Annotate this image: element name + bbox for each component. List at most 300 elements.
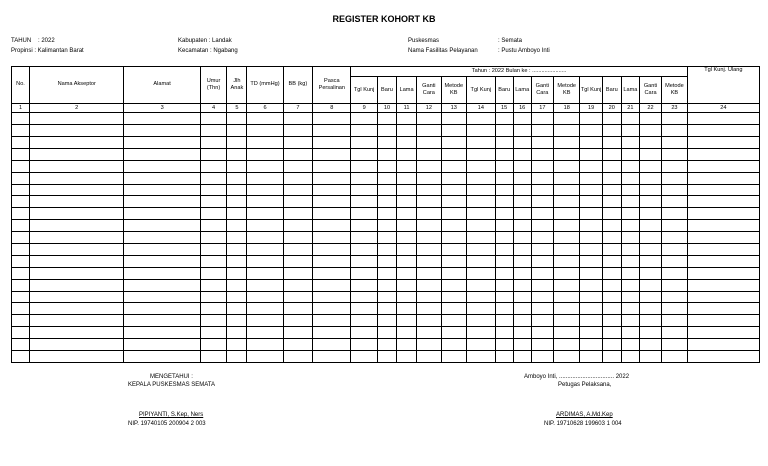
table-cell[interactable] xyxy=(247,184,283,196)
table-cell[interactable] xyxy=(621,339,639,351)
table-cell[interactable] xyxy=(397,125,417,137)
table-cell[interactable] xyxy=(283,267,313,279)
table-cell[interactable] xyxy=(227,339,247,351)
table-cell[interactable] xyxy=(639,267,661,279)
table-cell[interactable] xyxy=(580,148,602,160)
table-cell[interactable] xyxy=(495,148,513,160)
table-cell[interactable] xyxy=(531,172,553,184)
table-cell[interactable] xyxy=(662,148,688,160)
table-cell[interactable] xyxy=(467,184,496,196)
table-cell[interactable] xyxy=(531,136,553,148)
table-cell[interactable] xyxy=(687,136,759,148)
table-cell[interactable] xyxy=(687,196,759,208)
table-cell[interactable] xyxy=(531,208,553,220)
table-cell[interactable] xyxy=(377,255,396,267)
table-cell[interactable] xyxy=(227,125,247,137)
table-cell[interactable] xyxy=(621,125,639,137)
table-cell[interactable] xyxy=(377,350,396,362)
table-cell[interactable] xyxy=(283,172,313,184)
table-cell[interactable] xyxy=(351,327,378,339)
table-cell[interactable] xyxy=(513,279,531,291)
table-cell[interactable] xyxy=(12,327,30,339)
table-cell[interactable] xyxy=(351,184,378,196)
table-cell[interactable] xyxy=(441,196,466,208)
table-cell[interactable] xyxy=(531,267,553,279)
table-cell[interactable] xyxy=(30,184,124,196)
table-cell[interactable] xyxy=(662,172,688,184)
table-cell[interactable] xyxy=(602,208,621,220)
table-cell[interactable] xyxy=(283,184,313,196)
table-cell[interactable] xyxy=(495,327,513,339)
table-cell[interactable] xyxy=(639,339,661,351)
table-cell[interactable] xyxy=(441,255,466,267)
table-cell[interactable] xyxy=(513,339,531,351)
table-cell[interactable] xyxy=(124,125,200,137)
table-cell[interactable] xyxy=(467,255,496,267)
table-cell[interactable] xyxy=(495,232,513,244)
table-cell[interactable] xyxy=(513,113,531,125)
table-cell[interactable] xyxy=(602,303,621,315)
table-cell[interactable] xyxy=(513,136,531,148)
table-cell[interactable] xyxy=(621,255,639,267)
table-cell[interactable] xyxy=(12,267,30,279)
table-cell[interactable] xyxy=(417,350,441,362)
table-cell[interactable] xyxy=(227,184,247,196)
table-cell[interactable] xyxy=(531,113,553,125)
table-cell[interactable] xyxy=(621,291,639,303)
table-cell[interactable] xyxy=(553,232,580,244)
table-cell[interactable] xyxy=(200,208,227,220)
table-cell[interactable] xyxy=(602,350,621,362)
table-cell[interactable] xyxy=(553,148,580,160)
table-cell[interactable] xyxy=(124,208,200,220)
table-cell[interactable] xyxy=(30,113,124,125)
table-cell[interactable] xyxy=(602,172,621,184)
table-cell[interactable] xyxy=(313,255,351,267)
table-cell[interactable] xyxy=(313,232,351,244)
table-cell[interactable] xyxy=(283,255,313,267)
table-cell[interactable] xyxy=(351,148,378,160)
table-cell[interactable] xyxy=(531,350,553,362)
table-cell[interactable] xyxy=(531,291,553,303)
table-cell[interactable] xyxy=(441,350,466,362)
table-cell[interactable] xyxy=(124,279,200,291)
table-cell[interactable] xyxy=(495,172,513,184)
table-cell[interactable] xyxy=(377,208,396,220)
table-cell[interactable] xyxy=(662,196,688,208)
table-cell[interactable] xyxy=(377,160,396,172)
table-cell[interactable] xyxy=(227,255,247,267)
table-cell[interactable] xyxy=(639,291,661,303)
table-cell[interactable] xyxy=(513,232,531,244)
table-cell[interactable] xyxy=(639,315,661,327)
table-cell[interactable] xyxy=(30,327,124,339)
table-cell[interactable] xyxy=(687,208,759,220)
table-cell[interactable] xyxy=(495,196,513,208)
table-cell[interactable] xyxy=(553,327,580,339)
table-cell[interactable] xyxy=(553,243,580,255)
table-cell[interactable] xyxy=(124,350,200,362)
table-cell[interactable] xyxy=(124,184,200,196)
table-cell[interactable] xyxy=(467,279,496,291)
table-cell[interactable] xyxy=(621,136,639,148)
table-cell[interactable] xyxy=(12,232,30,244)
table-cell[interactable] xyxy=(124,291,200,303)
table-cell[interactable] xyxy=(441,303,466,315)
table-cell[interactable] xyxy=(553,184,580,196)
table-cell[interactable] xyxy=(580,267,602,279)
table-cell[interactable] xyxy=(662,339,688,351)
table-cell[interactable] xyxy=(313,172,351,184)
table-cell[interactable] xyxy=(553,172,580,184)
table-cell[interactable] xyxy=(377,243,396,255)
table-cell[interactable] xyxy=(30,279,124,291)
table-cell[interactable] xyxy=(495,113,513,125)
table-cell[interactable] xyxy=(12,184,30,196)
table-cell[interactable] xyxy=(200,243,227,255)
table-cell[interactable] xyxy=(397,267,417,279)
table-cell[interactable] xyxy=(313,315,351,327)
table-cell[interactable] xyxy=(417,148,441,160)
table-cell[interactable] xyxy=(441,220,466,232)
table-cell[interactable] xyxy=(467,339,496,351)
table-cell[interactable] xyxy=(247,303,283,315)
table-cell[interactable] xyxy=(602,327,621,339)
table-cell[interactable] xyxy=(580,315,602,327)
table-cell[interactable] xyxy=(662,315,688,327)
table-cell[interactable] xyxy=(687,327,759,339)
table-cell[interactable] xyxy=(639,243,661,255)
table-cell[interactable] xyxy=(467,220,496,232)
table-cell[interactable] xyxy=(639,136,661,148)
table-cell[interactable] xyxy=(200,125,227,137)
table-cell[interactable] xyxy=(12,350,30,362)
table-cell[interactable] xyxy=(662,291,688,303)
table-cell[interactable] xyxy=(313,339,351,351)
table-cell[interactable] xyxy=(687,291,759,303)
table-cell[interactable] xyxy=(531,339,553,351)
table-cell[interactable] xyxy=(495,243,513,255)
table-cell[interactable] xyxy=(602,279,621,291)
table-cell[interactable] xyxy=(30,315,124,327)
table-cell[interactable] xyxy=(441,243,466,255)
table-cell[interactable] xyxy=(351,160,378,172)
table-cell[interactable] xyxy=(441,267,466,279)
table-cell[interactable] xyxy=(30,172,124,184)
table-cell[interactable] xyxy=(662,136,688,148)
table-cell[interactable] xyxy=(467,267,496,279)
table-cell[interactable] xyxy=(247,172,283,184)
table-cell[interactable] xyxy=(687,303,759,315)
table-cell[interactable] xyxy=(351,255,378,267)
table-cell[interactable] xyxy=(417,255,441,267)
table-cell[interactable] xyxy=(200,303,227,315)
table-cell[interactable] xyxy=(553,220,580,232)
table-cell[interactable] xyxy=(313,125,351,137)
table-cell[interactable] xyxy=(283,303,313,315)
table-cell[interactable] xyxy=(417,243,441,255)
table-cell[interactable] xyxy=(687,113,759,125)
table-cell[interactable] xyxy=(30,291,124,303)
table-cell[interactable] xyxy=(377,267,396,279)
table-cell[interactable] xyxy=(513,172,531,184)
table-cell[interactable] xyxy=(12,160,30,172)
table-cell[interactable] xyxy=(377,148,396,160)
table-cell[interactable] xyxy=(639,208,661,220)
table-cell[interactable] xyxy=(247,220,283,232)
table-cell[interactable] xyxy=(283,160,313,172)
table-cell[interactable] xyxy=(124,303,200,315)
table-cell[interactable] xyxy=(441,113,466,125)
table-cell[interactable] xyxy=(662,160,688,172)
table-cell[interactable] xyxy=(283,232,313,244)
table-cell[interactable] xyxy=(602,125,621,137)
table-cell[interactable] xyxy=(12,196,30,208)
table-cell[interactable] xyxy=(200,279,227,291)
table-cell[interactable] xyxy=(441,232,466,244)
table-cell[interactable] xyxy=(467,148,496,160)
table-cell[interactable] xyxy=(687,125,759,137)
table-cell[interactable] xyxy=(513,208,531,220)
table-cell[interactable] xyxy=(621,232,639,244)
table-cell[interactable] xyxy=(397,327,417,339)
table-cell[interactable] xyxy=(602,243,621,255)
table-cell[interactable] xyxy=(441,125,466,137)
table-cell[interactable] xyxy=(12,125,30,137)
table-cell[interactable] xyxy=(467,136,496,148)
table-cell[interactable] xyxy=(200,267,227,279)
table-cell[interactable] xyxy=(397,220,417,232)
table-cell[interactable] xyxy=(580,220,602,232)
table-cell[interactable] xyxy=(247,339,283,351)
table-cell[interactable] xyxy=(580,160,602,172)
table-cell[interactable] xyxy=(621,184,639,196)
table-cell[interactable] xyxy=(313,291,351,303)
table-cell[interactable] xyxy=(580,243,602,255)
table-cell[interactable] xyxy=(662,208,688,220)
table-cell[interactable] xyxy=(124,113,200,125)
table-cell[interactable] xyxy=(313,160,351,172)
table-cell[interactable] xyxy=(30,196,124,208)
table-cell[interactable] xyxy=(580,255,602,267)
table-cell[interactable] xyxy=(283,291,313,303)
table-cell[interactable] xyxy=(283,315,313,327)
table-cell[interactable] xyxy=(417,125,441,137)
table-cell[interactable] xyxy=(467,172,496,184)
table-cell[interactable] xyxy=(495,136,513,148)
table-cell[interactable] xyxy=(247,255,283,267)
table-cell[interactable] xyxy=(513,267,531,279)
table-cell[interactable] xyxy=(227,327,247,339)
table-cell[interactable] xyxy=(441,184,466,196)
table-cell[interactable] xyxy=(313,279,351,291)
table-cell[interactable] xyxy=(124,232,200,244)
table-cell[interactable] xyxy=(351,125,378,137)
table-cell[interactable] xyxy=(397,113,417,125)
table-cell[interactable] xyxy=(639,172,661,184)
table-cell[interactable] xyxy=(531,315,553,327)
table-cell[interactable] xyxy=(553,350,580,362)
table-cell[interactable] xyxy=(397,160,417,172)
table-cell[interactable] xyxy=(351,220,378,232)
table-cell[interactable] xyxy=(417,136,441,148)
table-cell[interactable] xyxy=(467,243,496,255)
table-cell[interactable] xyxy=(467,125,496,137)
table-cell[interactable] xyxy=(30,148,124,160)
table-cell[interactable] xyxy=(687,232,759,244)
table-cell[interactable] xyxy=(639,232,661,244)
table-cell[interactable] xyxy=(351,172,378,184)
table-cell[interactable] xyxy=(12,208,30,220)
table-cell[interactable] xyxy=(283,279,313,291)
table-cell[interactable] xyxy=(351,279,378,291)
table-cell[interactable] xyxy=(687,172,759,184)
table-cell[interactable] xyxy=(602,196,621,208)
table-cell[interactable] xyxy=(495,255,513,267)
table-cell[interactable] xyxy=(283,327,313,339)
table-cell[interactable] xyxy=(687,315,759,327)
table-cell[interactable] xyxy=(30,267,124,279)
table-cell[interactable] xyxy=(377,136,396,148)
table-cell[interactable] xyxy=(513,220,531,232)
table-cell[interactable] xyxy=(247,267,283,279)
table-cell[interactable] xyxy=(639,279,661,291)
table-cell[interactable] xyxy=(417,160,441,172)
table-cell[interactable] xyxy=(283,125,313,137)
table-cell[interactable] xyxy=(602,113,621,125)
table-cell[interactable] xyxy=(639,350,661,362)
table-cell[interactable] xyxy=(602,339,621,351)
table-cell[interactable] xyxy=(417,232,441,244)
table-cell[interactable] xyxy=(247,315,283,327)
table-cell[interactable] xyxy=(351,232,378,244)
table-cell[interactable] xyxy=(227,279,247,291)
table-cell[interactable] xyxy=(283,196,313,208)
table-cell[interactable] xyxy=(553,267,580,279)
table-cell[interactable] xyxy=(397,279,417,291)
table-cell[interactable] xyxy=(12,243,30,255)
table-cell[interactable] xyxy=(200,136,227,148)
table-cell[interactable] xyxy=(553,160,580,172)
table-cell[interactable] xyxy=(377,232,396,244)
table-cell[interactable] xyxy=(377,196,396,208)
table-cell[interactable] xyxy=(531,232,553,244)
table-cell[interactable] xyxy=(397,136,417,148)
table-cell[interactable] xyxy=(467,315,496,327)
table-cell[interactable] xyxy=(495,279,513,291)
table-cell[interactable] xyxy=(397,303,417,315)
table-cell[interactable] xyxy=(580,339,602,351)
table-cell[interactable] xyxy=(639,196,661,208)
table-cell[interactable] xyxy=(441,136,466,148)
table-cell[interactable] xyxy=(417,184,441,196)
table-cell[interactable] xyxy=(513,160,531,172)
table-cell[interactable] xyxy=(441,339,466,351)
table-cell[interactable] xyxy=(662,220,688,232)
table-cell[interactable] xyxy=(687,243,759,255)
table-cell[interactable] xyxy=(124,255,200,267)
table-cell[interactable] xyxy=(417,208,441,220)
table-cell[interactable] xyxy=(200,315,227,327)
table-cell[interactable] xyxy=(495,220,513,232)
table-cell[interactable] xyxy=(351,243,378,255)
table-cell[interactable] xyxy=(247,291,283,303)
table-cell[interactable] xyxy=(513,303,531,315)
table-cell[interactable] xyxy=(397,172,417,184)
table-cell[interactable] xyxy=(30,220,124,232)
table-cell[interactable] xyxy=(417,267,441,279)
table-cell[interactable] xyxy=(351,136,378,148)
table-cell[interactable] xyxy=(621,243,639,255)
table-cell[interactable] xyxy=(467,303,496,315)
table-cell[interactable] xyxy=(687,184,759,196)
table-cell[interactable] xyxy=(377,220,396,232)
table-cell[interactable] xyxy=(621,113,639,125)
table-cell[interactable] xyxy=(227,303,247,315)
table-cell[interactable] xyxy=(687,267,759,279)
table-cell[interactable] xyxy=(247,125,283,137)
table-cell[interactable] xyxy=(417,113,441,125)
table-cell[interactable] xyxy=(621,315,639,327)
table-cell[interactable] xyxy=(351,350,378,362)
table-cell[interactable] xyxy=(513,196,531,208)
table-cell[interactable] xyxy=(30,160,124,172)
table-cell[interactable] xyxy=(602,315,621,327)
table-cell[interactable] xyxy=(513,255,531,267)
table-cell[interactable] xyxy=(247,196,283,208)
table-cell[interactable] xyxy=(513,315,531,327)
table-cell[interactable] xyxy=(639,125,661,137)
table-cell[interactable] xyxy=(441,172,466,184)
table-cell[interactable] xyxy=(553,303,580,315)
table-cell[interactable] xyxy=(351,339,378,351)
table-cell[interactable] xyxy=(639,184,661,196)
table-cell[interactable] xyxy=(580,113,602,125)
table-cell[interactable] xyxy=(200,327,227,339)
table-cell[interactable] xyxy=(467,232,496,244)
table-cell[interactable] xyxy=(30,136,124,148)
table-cell[interactable] xyxy=(200,291,227,303)
table-cell[interactable] xyxy=(200,113,227,125)
table-cell[interactable] xyxy=(313,220,351,232)
table-cell[interactable] xyxy=(467,160,496,172)
table-cell[interactable] xyxy=(531,255,553,267)
table-cell[interactable] xyxy=(377,172,396,184)
table-cell[interactable] xyxy=(351,267,378,279)
table-cell[interactable] xyxy=(227,148,247,160)
table-cell[interactable] xyxy=(441,291,466,303)
table-cell[interactable] xyxy=(397,148,417,160)
table-cell[interactable] xyxy=(495,125,513,137)
table-cell[interactable] xyxy=(441,160,466,172)
table-cell[interactable] xyxy=(283,243,313,255)
table-cell[interactable] xyxy=(247,160,283,172)
table-cell[interactable] xyxy=(200,339,227,351)
table-cell[interactable] xyxy=(441,208,466,220)
table-cell[interactable] xyxy=(495,350,513,362)
table-cell[interactable] xyxy=(227,243,247,255)
table-cell[interactable] xyxy=(495,315,513,327)
table-cell[interactable] xyxy=(580,232,602,244)
table-cell[interactable] xyxy=(639,220,661,232)
table-cell[interactable] xyxy=(377,125,396,137)
table-cell[interactable] xyxy=(495,303,513,315)
table-cell[interactable] xyxy=(621,327,639,339)
table-cell[interactable] xyxy=(417,327,441,339)
table-cell[interactable] xyxy=(531,243,553,255)
table-cell[interactable] xyxy=(12,279,30,291)
table-cell[interactable] xyxy=(553,315,580,327)
